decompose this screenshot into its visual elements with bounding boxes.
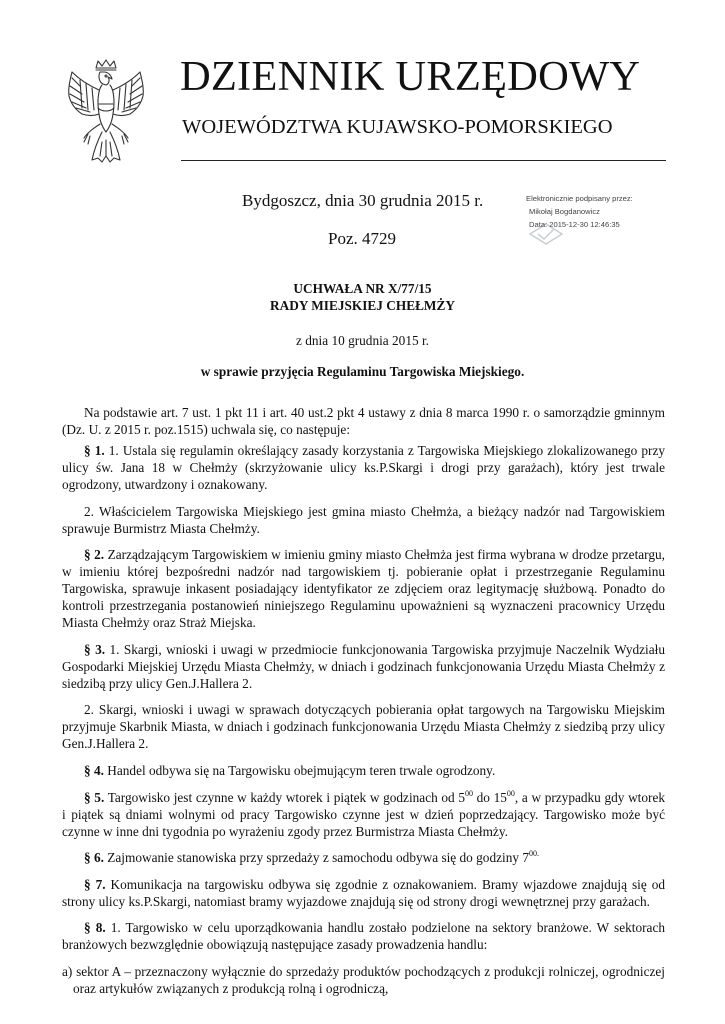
resolution-title-1: UCHWAŁA NR X/77/15 [293,281,432,296]
resolution-title-2: RADY MIEJSKIEJ CHEŁMŻY [270,298,455,313]
section-3-point-2: 2. Skargi, wnioski i uwagi w sprawach dotyczących pobierania opłat targowych na Targowisku Miejskim przyjmuje Skarbnik Miasta, w dniach i godzinach funkcjonowania Urzędu Miasta Chełmży z siedzibą przy ulicy Gen.J.Hallera 2. [62,702,665,752]
section-7-number: § 7. [84,876,106,892]
place-date: Bydgoszcz, dnia 30 grudnia 2015 r. [242,191,484,210]
signature-label: Elektronicznie podpisany przez: [526,194,633,203]
section-5-text-b: do 15 [473,789,507,805]
section-2-number: § 2. [84,547,105,563]
section-4-number: § 4. [84,762,104,778]
section-2-text: Zarządzającym Targowiskiem w imieniu gminy miasto Chełmża jest firma wybrana w drodze przetargu, w imieniu której bezpośredni nadzór nad targowiskiem tj. pobieranie opłat i przestrzeganie Regulaminu Targowiska, sprawuje inkasent posiadający identyfikator ze zdjęciem oraz legitymację służbową. Ponadto do kontroli przestrzegania postanowień niniejszego Regulaminu upoważnieni są wyznaczeni pracownicy Urzędu Miasta Chełmży oraz Straż Miejska. [62,547,665,631]
section-5-text-c: , a w przypadku gdy wtorek i piątek są dniami wolnymi od pracy Targowisko czynne jest w dzień poprzedzający. Targowisko może być czynne w inne dni tygodnia po wyrażeniu zgody przez Burmistrza Miasta Chełmży. [62,789,665,839]
section-3-number: § 3. [84,641,106,657]
section-5-text-a: Targowisko jest czynne w każdy wtorek i piątek w godzinach od 5 [104,789,465,805]
journal-subtitle: WOJEWÓDZTWA KUJAWSKO-POMORSKIEGO [182,116,613,138]
intro-paragraph: Na podstawie art. 7 ust. 1 pkt 11 i art. 40 ust.2 pkt 4 ustawy z dnia 8 marca 1990 r. o samorządzie gminnym (Dz. U. z 2015 r. poz.1515) uchwala się, co następuje: [62,405,665,437]
header-divider [181,160,666,161]
section-5 [62,789,665,840]
section-5-sup-1: 00 [465,788,473,798]
section-7-text: Komunikacja na targowisku odbywa się zgodnie z oznakowaniem. Bramy wjazdowe znajdują się od strony ulicy ks.P.Skargi, natomiast bramy wyjazdowe znajdują się od strony drogi wewnętrznej przy garażach. [62,876,665,909]
section-7 [62,876,665,910]
section-2 [62,546,665,631]
section-6-sup: 00. [528,849,539,859]
electronic-signature [526,193,666,255]
section-1-point-2: 2. Właścicielem Targowiska Miejskiego jest gmina miasto Chełmża, a bieżący nadzór nad Targowiskiem sprawuje Burmistrz Miasta Chełmży. [62,503,665,536]
resolution-subject: w sprawie przyjęcia Regulaminu Targowiska Miejskiego. [200,364,525,379]
position-number: Poz. 4729 [328,229,396,248]
signature-date: Data: 2015-12-30 12:46:35 [529,220,620,229]
section-8 [62,919,665,953]
section-5-sup-2: 00 [506,788,515,798]
section-3 [62,641,665,692]
section-1 [62,442,665,493]
signature-name: Mikołaj Bogdanowicz [529,207,600,216]
section-8-text: 1. Targowisko w celu uporządkowania handlu zostało podzielone na sektory branżowe. W sektorach branżowych bezwzględnie obowiązują następujące zasady prowadzenia handlu: [62,920,665,953]
section-4 [62,762,665,779]
section-3-text: 1. Skargi, wnioski i uwagi w przedmiocie funkcjonowania Targowiska przyjmuje Naczelnik Wydziału Gospodarki Miejskiej Urzędu Miasta Chełmży, w dniach i godzinach funkcjonowania Urzędu Miasta Chełmży z siedzibą przy ulicy Gen.J.Hallera 2. [62,641,665,691]
journal-title: DZIENNIK URZĘDOWY [180,53,641,100]
section-8-number: § 8. [84,920,106,936]
resolution-date: z dnia 10 grudnia 2015 r. [296,333,429,348]
section-8-item-a: a) sektor A – przeznaczony wyłącznie do sprzedaży produktów pochodzących z produkcji rolniczej, ogrodniczej oraz artykułów związanych z produkcją rolną i ogrodniczą, [62,963,665,996]
section-1-number: § 1. [84,443,105,458]
section-4-text: Handel odbywa się na Targowisku obejmującym teren trwale ogrodzony. [103,762,496,778]
resolution-body [62,404,665,1007]
section-6 [62,849,665,866]
section-6-number: § 6. [84,850,104,866]
section-1-text: 1. Ustala się regulamin określający zasady korzystania z Targowiska Miejskiego zlokalizowanego przy ulicy św. Jana 18 w Chełmży (skrzyżowanie ulicy ks.P.Skargi i drogi przy garażach), który jest trwale ogrodzony, utwardzony i oznakowany. [62,443,666,492]
section-6-text: Zajmowanie stanowiska przy sprzedaży z samochodu odbywa się do godziny 7 [103,850,529,866]
section-5-number: § 5. [84,789,105,805]
eagle-emblem-icon [62,58,150,166]
